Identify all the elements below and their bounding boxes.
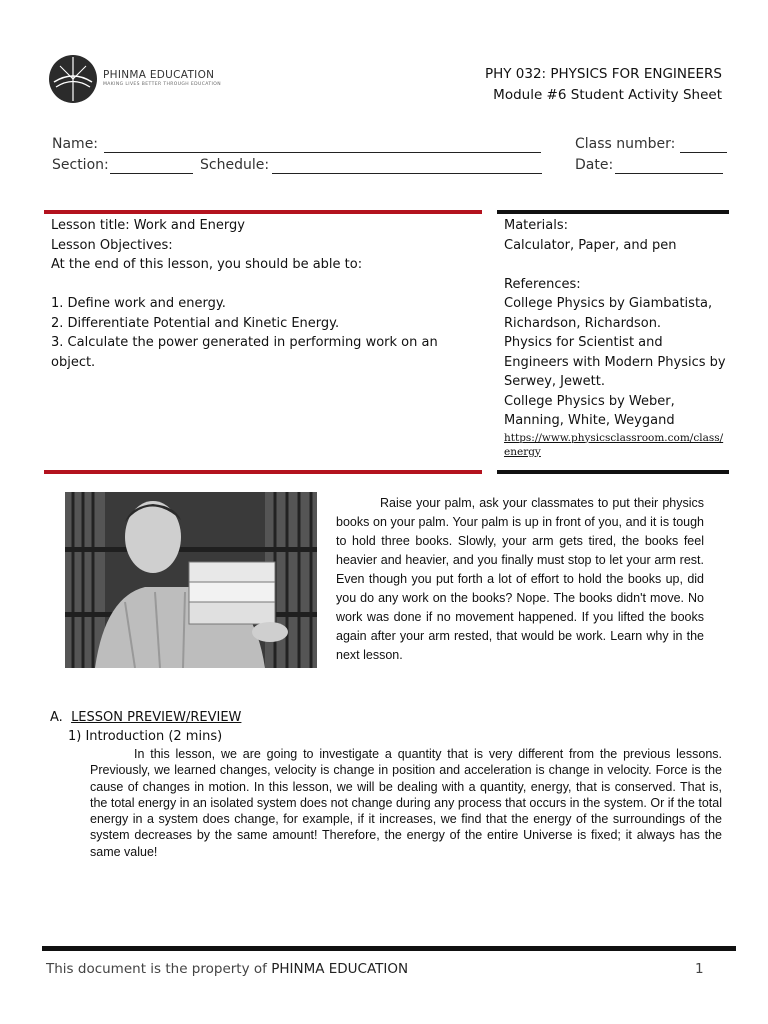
module-title: Module #6 Student Activity Sheet	[493, 87, 722, 103]
section-label: Section:	[52, 157, 109, 173]
lesson-box-bottom-bar	[44, 470, 482, 474]
objective-item: 2. Differentiate Potential and Kinetic Energy.	[51, 315, 340, 331]
materials-box	[504, 216, 726, 459]
man-holding-books-photo	[65, 492, 317, 668]
materials-box-top-bar	[497, 210, 729, 214]
objective-item: 1. Define work and energy.	[51, 296, 226, 311]
objectives-intro: At the end of this lesson, you should be able to:	[51, 257, 363, 272]
objective-item: 3. Calculate the power generated in performing work on an object.	[51, 335, 438, 370]
reference-item: College Physics by Giambatista, Richardson, Richardson.	[504, 296, 713, 331]
reference-link[interactable]: https://www.physicsclassroom.com/class/energy	[504, 431, 724, 458]
class-number-label: Class number:	[575, 136, 676, 152]
references-heading: References:	[504, 276, 581, 292]
lesson-paragraph: In this lesson, we are going to investigate a quantity that is very different from the previous lessons. Previously, we learned changes, velocity is change in position and acceleration is change in velocity. Force is the cause of changes in motion. In this lesson, we will be dealing with a quantity, energy, that is conserved. That is, the total energy in an isolated system does not change during any process that occurs in the system. Or if the total energy in a system does change, for example, if it increases, we find that the energy of the surroundings of the system decreases by the same amount! Therefore, the energy of the entire Universe is fixed; it always has the same value!	[90, 747, 722, 859]
schedule-label: Schedule:	[200, 157, 270, 173]
lesson-box-top-bar	[44, 210, 482, 214]
reference-item: Physics for Scientist and Engineers with Modern Physics by Serwey, Jewett.	[504, 335, 726, 389]
section-a-heading: A. LESSON PREVIEW/REVIEW	[50, 710, 242, 725]
course-title: PHY 032: PHYSICS FOR ENGINEERS	[484, 66, 722, 82]
reference-item: College Physics by Weber, Manning, White, Weygand	[504, 393, 675, 428]
footer-owner: PHINMA EDUCATION	[271, 961, 409, 977]
materials-list: Calculator, Paper, and pen	[504, 237, 677, 253]
introduction-subheading: 1) Introduction (2 mins)	[68, 729, 223, 744]
section-field[interactable]	[110, 173, 193, 174]
name-label: Name:	[52, 136, 99, 152]
objectives-heading: Lesson Objectives:	[51, 237, 173, 253]
intro-paragraph: Raise your palm, ask your classmates to put their physics books on your palm. Your palm is up in front of you, and it is tough to hold three books. Slowly, your arm gets tired, the books feel heavier and heavier, and you finally must stop to let your arm rest. Even though you put forth a lot of effort to hold the books up, did you do any work on the books? Nope. The books didn't move. No work was done if no movement happened. If you lifted the books again after your arm rested, that would be work. Learn why in the next lesson.	[336, 496, 704, 662]
materials-box-bottom-bar	[497, 470, 729, 474]
schedule-field[interactable]	[272, 173, 542, 174]
logo-tagline: MAKING LIVES BETTER THROUGH EDUCATION	[103, 82, 221, 87]
footer-bar	[42, 946, 736, 951]
lesson-box	[51, 216, 479, 372]
logo-name: PHINMA EDUCATION	[103, 69, 215, 81]
date-label: Date:	[575, 157, 614, 173]
name-field[interactable]	[104, 152, 541, 153]
photo-illustration-icon	[65, 492, 317, 668]
date-field[interactable]	[615, 173, 723, 174]
footer-text: This document is the property of PHINMA EDUCATION	[46, 961, 409, 977]
class-number-field[interactable]	[680, 152, 727, 153]
lesson-title: Lesson title: Work and Energy	[51, 218, 245, 233]
page-number: 1	[695, 961, 704, 977]
materials-heading: Materials:	[504, 218, 568, 233]
